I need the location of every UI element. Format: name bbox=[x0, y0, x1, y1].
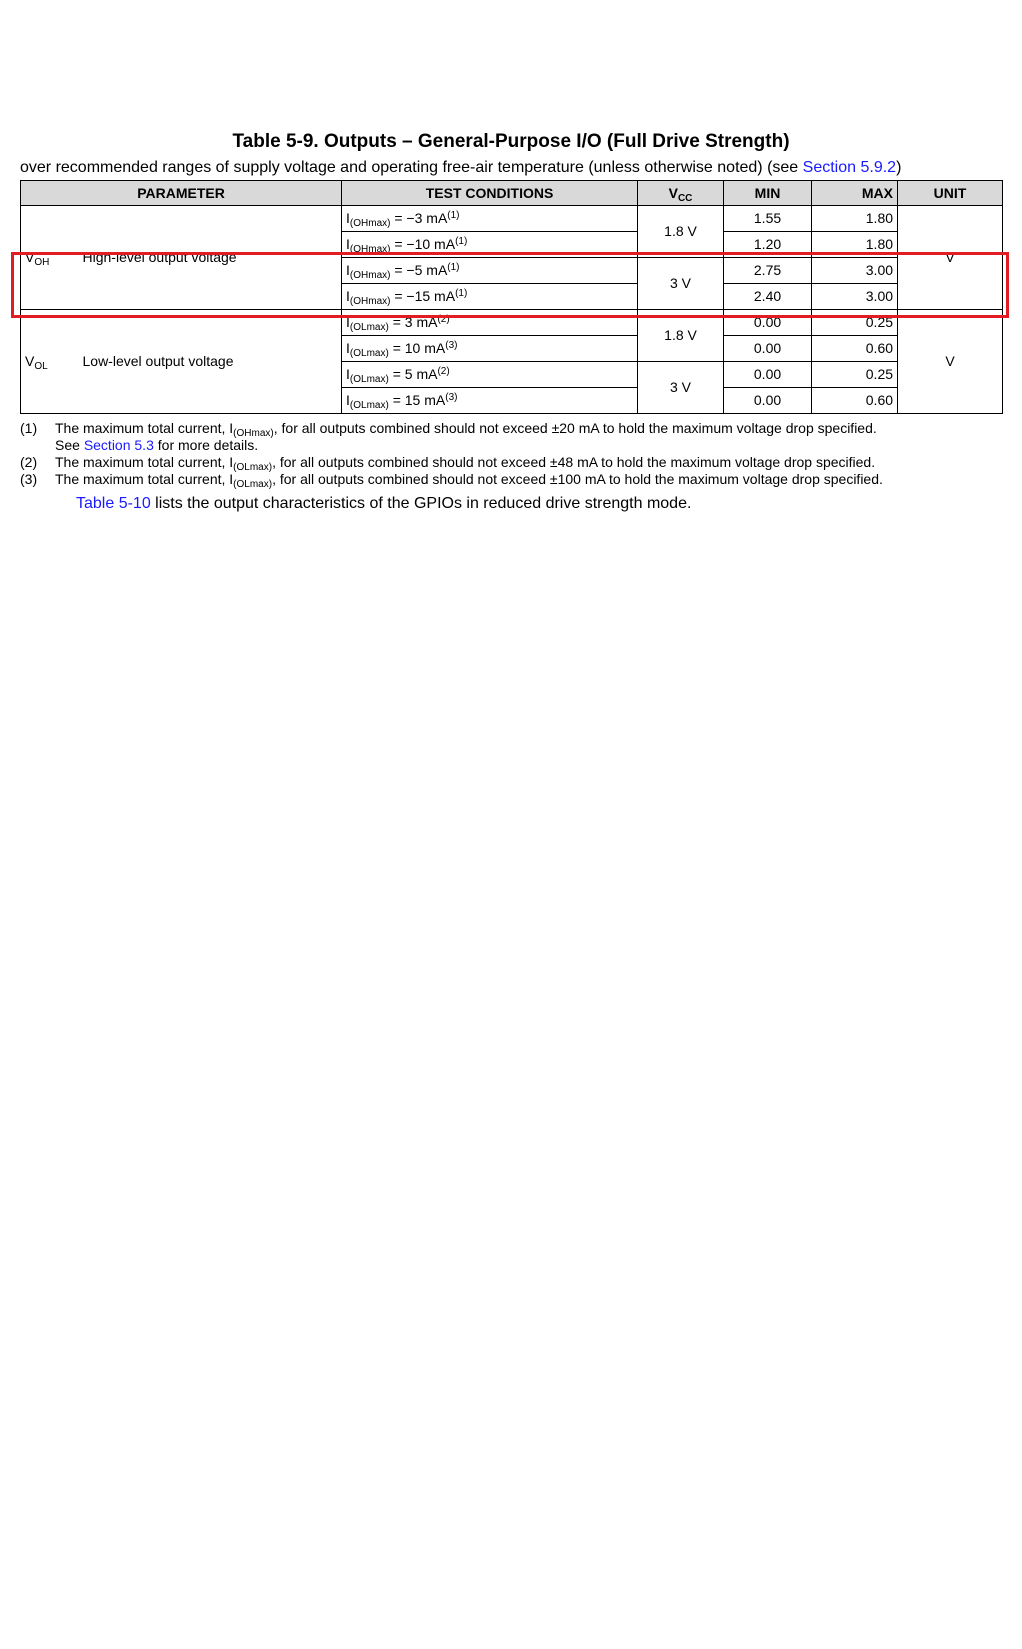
voh-description: High-level output voltage bbox=[79, 206, 342, 310]
max-value: 3.00 bbox=[812, 258, 898, 284]
min-value: 0.00 bbox=[724, 336, 812, 362]
voh-unit: V bbox=[898, 206, 1003, 310]
test-condition: $I_{(OHmax)} = -15$ $mA^{(1)}$ bbox=[342, 284, 638, 310]
vcc-main: V bbox=[668, 185, 678, 201]
highlight-box bbox=[11, 252, 1009, 318]
vol-unit: V bbox=[898, 310, 1003, 414]
footnote-text: The maximum total current, $I_{(OLmax)}$, for all outputs combined should not exceed ±100 mA to hold the maximum voltage drop specified. bbox=[55, 471, 883, 490]
subtitle-suffix: ) bbox=[896, 159, 902, 176]
header-vcc bbox=[638, 181, 724, 206]
footnote-text: The maximum total current, $I_{(OHmax)}$, for all outputs combined should not exceed ±20 mA to hold the maximum voltage drop specified. See Section 5.3 for more details. bbox=[55, 420, 877, 453]
section-link[interactable]: Section 5.3 bbox=[83, 437, 154, 453]
header-max: MAX bbox=[812, 181, 898, 206]
test-condition: $I_{(OHmax)} = -3$ $mA^{(1)}$ bbox=[342, 206, 638, 232]
voh-symbol: $V_{OH}$ bbox=[21, 206, 79, 310]
header-unit: UNIT bbox=[898, 181, 1003, 206]
footnote-number: (3) bbox=[20, 471, 38, 487]
test-condition: $I_{(OLmax)} = 15$ $mA^{(3)}$ bbox=[342, 388, 638, 414]
table-link[interactable]: Table 5-10 bbox=[76, 495, 151, 512]
vcc-value: 1.8 V bbox=[638, 310, 724, 362]
header-min: MIN bbox=[724, 181, 812, 206]
header-test-conditions: TEST CONDITIONS bbox=[342, 181, 638, 206]
test-condition: $I_{(OLmax)} = 5$ $mA^{(2)}$ bbox=[342, 362, 638, 388]
max-value: 0.25 bbox=[812, 362, 898, 388]
min-value: 0.00 bbox=[724, 310, 812, 336]
vol-symbol: $V_{OL}$ bbox=[21, 310, 79, 414]
clipped-text: lists the output characteristics of the GPIOs in reduced drive strength mode. bbox=[150, 495, 692, 512]
footnote bbox=[20, 471, 1002, 488]
footnote-number: (1) bbox=[20, 420, 38, 436]
min-value: 0.00 bbox=[724, 388, 812, 414]
min-value: 2.75 bbox=[724, 258, 812, 284]
test-condition: $I_{(OHmax)} = -5$ $mA^{(1)}$ bbox=[342, 258, 638, 284]
max-value: 1.80 bbox=[812, 232, 898, 258]
test-condition: $I_{(OLmax)} = 3$ $mA^{(2)}$ bbox=[342, 310, 638, 336]
footnote-number: (2) bbox=[20, 454, 38, 470]
max-value: 0.25 bbox=[812, 310, 898, 336]
section-link[interactable]: Section 5.9.2 bbox=[802, 159, 897, 176]
header-parameter: PARAMETER bbox=[21, 181, 342, 206]
vcc-value: 1.8 V bbox=[638, 206, 724, 258]
min-value: 1.55 bbox=[724, 206, 812, 232]
vcc-value: 3 V bbox=[638, 258, 724, 310]
max-value: 0.60 bbox=[812, 388, 898, 414]
table-subtitle bbox=[20, 156, 1002, 180]
min-value: 2.40 bbox=[724, 284, 812, 310]
footnote-text: The maximum total current, $I_{(OLmax)}$, for all outputs combined should not exceed ±48 mA to hold the maximum voltage drop specified. bbox=[55, 454, 876, 473]
max-value: 1.80 bbox=[812, 206, 898, 232]
table-row bbox=[21, 206, 1003, 232]
table-title: Table 5-9. Outputs – General-Purpose I/O (Full Drive Strength) bbox=[232, 131, 790, 152]
max-value: 3.00 bbox=[812, 284, 898, 310]
vcc-value: 3 V bbox=[638, 362, 724, 414]
test-condition: $I_{(OLmax)} = 10$ $mA^{(3)}$ bbox=[342, 336, 638, 362]
min-value: 0.00 bbox=[724, 362, 812, 388]
footnotes bbox=[20, 420, 1002, 488]
test-condition: $I_{(OHmax)} = -10$ $mA^{(1)}$ bbox=[342, 232, 638, 258]
max-value: 0.60 bbox=[812, 336, 898, 362]
vol-description: Low-level output voltage bbox=[79, 310, 342, 414]
subtitle-text: over recommended ranges of supply voltage and operating free-air temperature (unless otherwise noted) (see bbox=[20, 159, 803, 176]
clipped-next-paragraph bbox=[20, 495, 1002, 512]
footnote bbox=[20, 454, 1002, 471]
vcc-sub: CC bbox=[677, 193, 693, 204]
min-value: 1.20 bbox=[724, 232, 812, 258]
footnote bbox=[20, 420, 1002, 454]
header-row bbox=[21, 181, 1003, 206]
